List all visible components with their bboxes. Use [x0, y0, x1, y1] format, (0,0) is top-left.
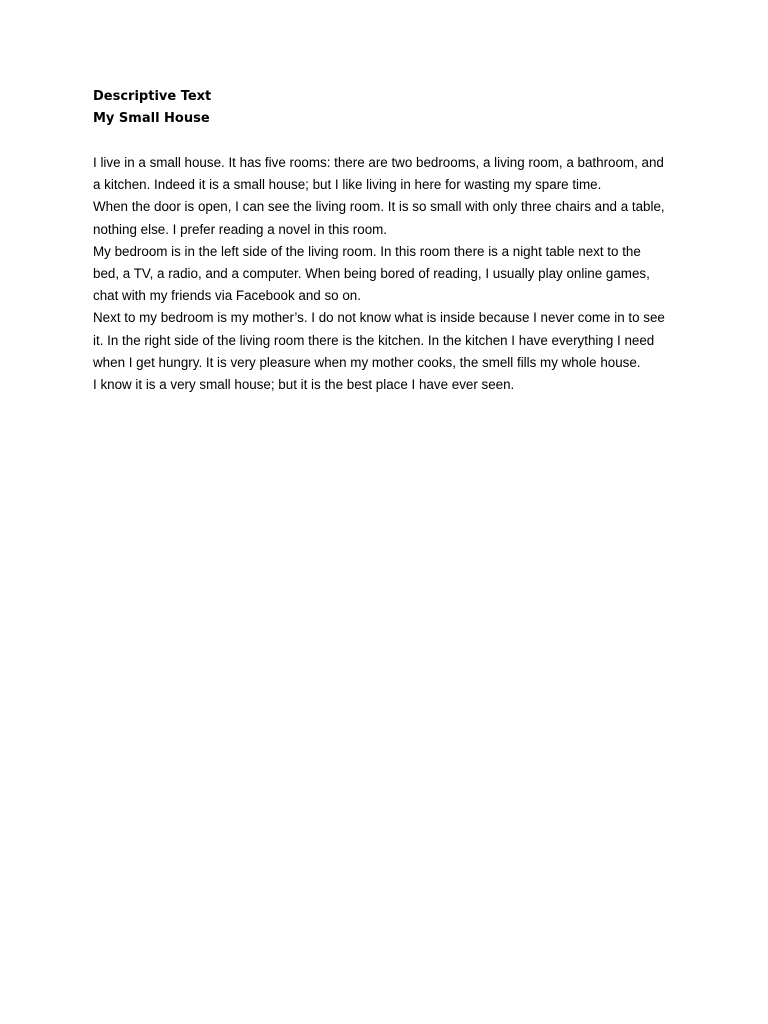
text-line: bed, a TV, a radio, and a computer. When being bored of reading, I usually play online games, [93, 266, 650, 282]
text-line: nothing else. I prefer reading a novel in this room. [93, 221, 388, 237]
text-line: I live in a small house. It has five rooms: there are two bedrooms, a living room, a bathroom, and [93, 155, 664, 170]
blank-line [93, 130, 683, 152]
text-line: it. In the right side of the living room there is the kitchen. In the kitchen I have everything I need [93, 332, 655, 348]
text-line: When the door is open, I can see the living room. It is so small with only three chairs and a table, [93, 199, 665, 215]
text-line: I know it is a very small house; but it is the best place I have ever seen. [93, 377, 515, 393]
text-line: Next to my bedroom is my mother’s. I do not know what is inside because I never come in to see [93, 310, 665, 326]
document-heading: Descriptive Text [93, 89, 212, 104]
text-line: when I get hungry. It is very pleasure when my mother cooks, the smell fills my whole house. [93, 354, 641, 370]
text-line: a kitchen. Indeed it is a small house; but I like living in here for wasting my spare time. [93, 177, 602, 193]
document-content [93, 86, 683, 396]
document-title: My Small House [93, 111, 210, 126]
text-line: My bedroom is in the left side of the living room. In this room there is a night table next to the [93, 243, 641, 259]
text-line: chat with my friends via Facebook and so on. [93, 288, 361, 304]
document-body [93, 152, 683, 396]
